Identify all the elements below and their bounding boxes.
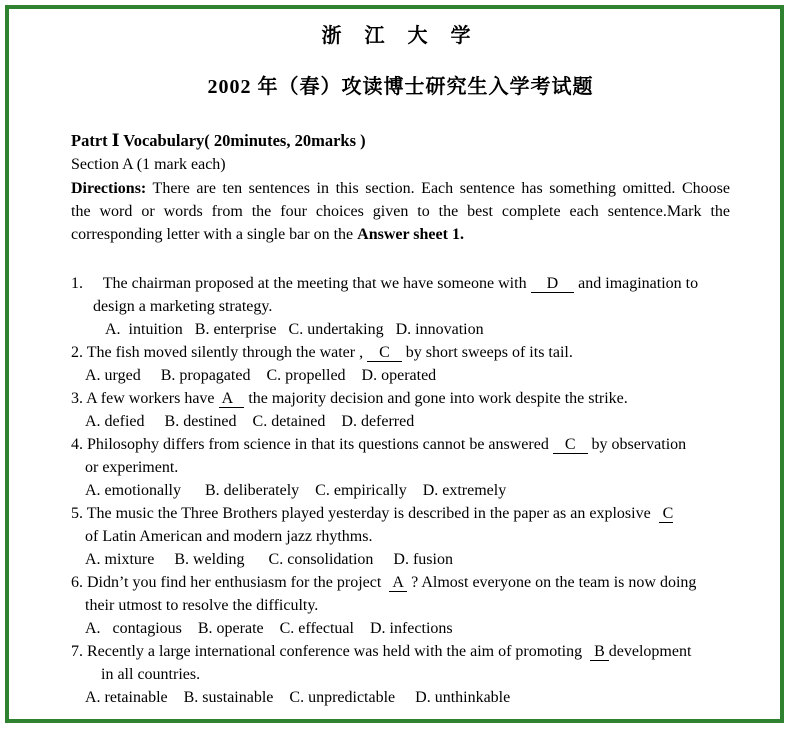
text-segment: 1. The chairman proposed at the meeting that we have someone with xyxy=(71,275,531,292)
text-segment: by short sweeps of its tail. xyxy=(401,344,573,361)
directions-paragraph xyxy=(71,177,730,246)
questions-list xyxy=(71,272,730,709)
question-line xyxy=(71,318,730,341)
question-line xyxy=(71,594,730,617)
question-line xyxy=(71,571,730,594)
question-line xyxy=(71,479,730,502)
text-segment: 4. Philosophy differs from science in that its questions cannot be answered xyxy=(71,436,553,453)
directions-line xyxy=(71,223,730,246)
text-segment: ? Almost everyone on the team is now doing xyxy=(407,574,697,591)
text-segment: A. retainable B. sustainable C. unpredictable D. unthinkable xyxy=(85,689,511,706)
text-segment: corresponding letter with a single bar on the xyxy=(71,226,358,243)
question-line xyxy=(71,410,730,433)
question-line xyxy=(71,548,730,571)
text-segment: 7. Recently a large international conference was held with the aim of promoting xyxy=(71,643,591,660)
answer-blank: C xyxy=(658,505,674,522)
question-4 xyxy=(71,433,730,502)
answer-blank: B xyxy=(590,643,609,660)
text-segment: by observation xyxy=(587,436,687,453)
question-line xyxy=(71,364,730,387)
question-line xyxy=(71,272,730,295)
text-segment: in all countries. xyxy=(101,666,201,683)
answer-blank: A xyxy=(218,390,245,407)
question-line xyxy=(71,525,730,548)
text-segment: 2. The fish moved silently through the water , xyxy=(71,344,368,361)
question-line xyxy=(71,456,730,479)
text-segment: A. mixture B. welding C. consolidation D. fusion xyxy=(85,551,453,568)
text-segment: 5. The music the Three Brothers played yesterday is described in the paper as an explosive xyxy=(71,505,659,522)
question-5 xyxy=(71,502,730,571)
text-segment: or experiment. xyxy=(85,459,179,476)
question-line xyxy=(71,502,730,525)
question-line xyxy=(71,387,730,410)
bold-text: Directions: xyxy=(71,180,147,197)
question-6 xyxy=(71,571,730,640)
text-segment: and imagination to xyxy=(574,275,699,292)
answer-blank: C xyxy=(552,436,588,453)
text-segment: the majority decision and gone into work despite the strike. xyxy=(244,390,628,407)
question-line xyxy=(71,295,730,318)
question-line xyxy=(71,617,730,640)
question-line xyxy=(71,686,730,709)
question-line xyxy=(71,341,730,364)
text-segment: A. contagious B. operate C. effectual D. infections xyxy=(85,620,453,637)
answer-blank: D xyxy=(530,275,575,292)
section-heading: Section A (1 mark each) xyxy=(71,156,226,173)
part-heading: Patrt Ⅰ Vocabulary( 20minutes, 20marks ) xyxy=(71,131,366,150)
answer-blank: A xyxy=(389,574,408,591)
text-segment: design a marketing strategy. xyxy=(93,298,273,315)
text-segment: There are ten sentences in this section. Each sentence has something omitted. Choose xyxy=(146,180,730,197)
text-segment: A. intuition B. enterprise C. undertaking D. innovation xyxy=(105,321,484,338)
page-border xyxy=(5,5,784,723)
directions-line xyxy=(71,177,730,200)
directions-line xyxy=(71,200,730,223)
question-line xyxy=(71,640,730,663)
text-segment: the word or words from the four choices given to the best complete each sentence.Mark the xyxy=(71,203,730,220)
exam-title: 浙 江 大 学 xyxy=(321,25,480,47)
question-line xyxy=(71,663,730,686)
text-segment: their utmost to resolve the difficulty. xyxy=(85,597,319,614)
question-line xyxy=(71,433,730,456)
text-segment: A. emotionally B. deliberately C. empirically D. extremely xyxy=(85,482,507,499)
text-segment: A. urged B. propagated C. propelled D. operated xyxy=(85,367,437,384)
question-3 xyxy=(71,387,730,433)
text-segment: development xyxy=(608,643,692,660)
text-segment: of Latin American and modern jazz rhythms. xyxy=(85,528,373,545)
answer-blank: C xyxy=(367,344,402,361)
text-segment: 3. A few workers have xyxy=(71,390,219,407)
text-segment: A. defied B. destined C. detained D. deferred xyxy=(85,413,415,430)
question-7 xyxy=(71,640,730,709)
bold-text: Answer sheet 1. xyxy=(357,226,464,243)
text-segment: 6. Didn’t you find her enthusiasm for the project xyxy=(71,574,390,591)
exam-page xyxy=(9,9,780,709)
question-2 xyxy=(71,341,730,387)
question-1 xyxy=(71,272,730,341)
exam-subtitle: 2002 年（春）攻读博士研究生入学考试题 xyxy=(207,76,594,98)
